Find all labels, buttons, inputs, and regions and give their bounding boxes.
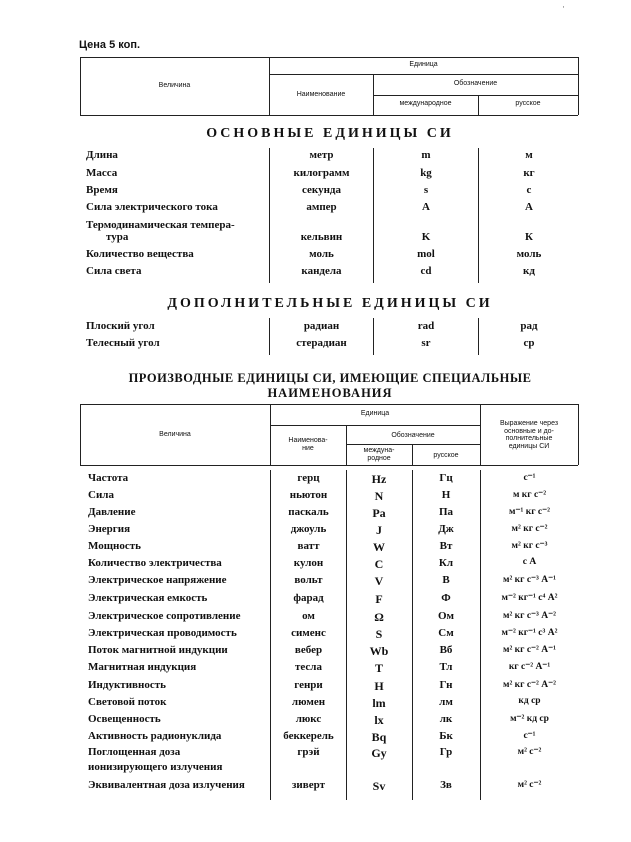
table-row: Количество вещества моль mol моль [86,248,542,260]
table-row: Длина метр m м [86,149,533,161]
derived-units-title: ПРОИЗВОДНЫЕ ЕДИНИЦЫ СИ, ИМЕЮЩИЕ СПЕЦИАЛЬНЫЕ [128,371,532,385]
table-row: Световой поток люмен lm лм кд ср [88,696,541,710]
table-row: Электрическое напряжение вольт V В м² кг с⁻³ А⁻¹ [88,574,557,588]
header-expression: Выражение через основные и до- полнительные единицы СИ [499,420,559,451]
table-row: Активность радионуклида беккерель Bq Бк с⁻¹ [88,730,536,744]
table-row: Поток магнитной индукции вебер Wb Вб м² кг с⁻² А⁻¹ [88,644,557,658]
table-row: Поглощенная доза грэй Gy Гр м² с⁻² [88,746,542,760]
table-row: Электрическое сопротивление ом Ω Ом м² кг с⁻³ А⁻² [88,610,557,624]
header-quantity: Величина [158,82,191,89]
header-quantity: Величина [159,431,191,438]
table-row: Освещенность люкс lx лк м⁻² кд ср [88,713,549,727]
header-designation: Обозначение [453,80,498,87]
table-row: Давление паскаль Pa Па м⁻¹ кг с⁻² [88,506,550,520]
table-row: Магнитная индукция тесла T Тл кг с⁻² А⁻¹ [88,661,551,675]
table-row: Термодинамическая темпера- [86,219,235,231]
table-row: Эквивалентная доза излучения зиверт Sv Зв м² с⁻² [88,779,542,793]
table-row: ионизирующего излучения [88,761,223,773]
header-russian: русское [433,452,459,459]
table-row: Сила ньютон N Н м кг с⁻² [88,489,547,503]
table-row: Плоский угол радиан rad рад [86,320,538,332]
corner-mark: · [562,2,565,12]
table-row: Сила электрического тока ампер A А [86,201,533,213]
section-base-units: ОСНОВНЫЕ ЕДИНИЦЫ СИ [206,126,454,141]
section-supplementary-units: ДОПОЛНИТЕЛЬНЫЕ ЕДИНИЦЫ СИ [167,296,493,311]
table-row: Телесный угол стерадиан sr ср [86,337,535,349]
table-row: Энергия джоуль J Дж м² кг с⁻² [88,523,548,537]
derived-units-title-line2: НАИМЕНОВАНИЯ [267,386,393,400]
header-international: международное [399,100,452,107]
table-row: Частота герц Hz Гц с⁻¹ [88,472,536,486]
table-row: тура кельвин K К [106,231,533,243]
header-name: Наименова- ние [288,437,328,453]
header-international: междуна- родное [363,447,395,463]
table-row: Индуктивность генри H Гн м² кг с⁻² А⁻² [88,679,557,693]
table-row: Мощность ватт W Вт м² кг с⁻³ [88,540,548,554]
header-unit: Единица [409,61,438,68]
table-row: Количество электричества кулон C Кл с А [88,557,537,571]
header-russian: русское [515,100,541,107]
table-row: Время секунда s с [86,184,532,196]
table-row: Сила света кандела cd кд [86,265,535,277]
header-designation: Обозначение [391,432,435,439]
table-row: Масса килограмм kg кг [86,167,535,179]
table-row: Электрическая проводимость сименс S См м⁻² кг⁻¹ с³ А² [88,627,558,641]
table-row: Электрическая емкость фарад F Ф м⁻² кг⁻¹ с⁴ А² [88,592,558,606]
price-label: Цена 5 коп. [79,39,141,51]
header-name: Наименование [296,91,346,98]
header-unit: Единица [360,410,390,417]
